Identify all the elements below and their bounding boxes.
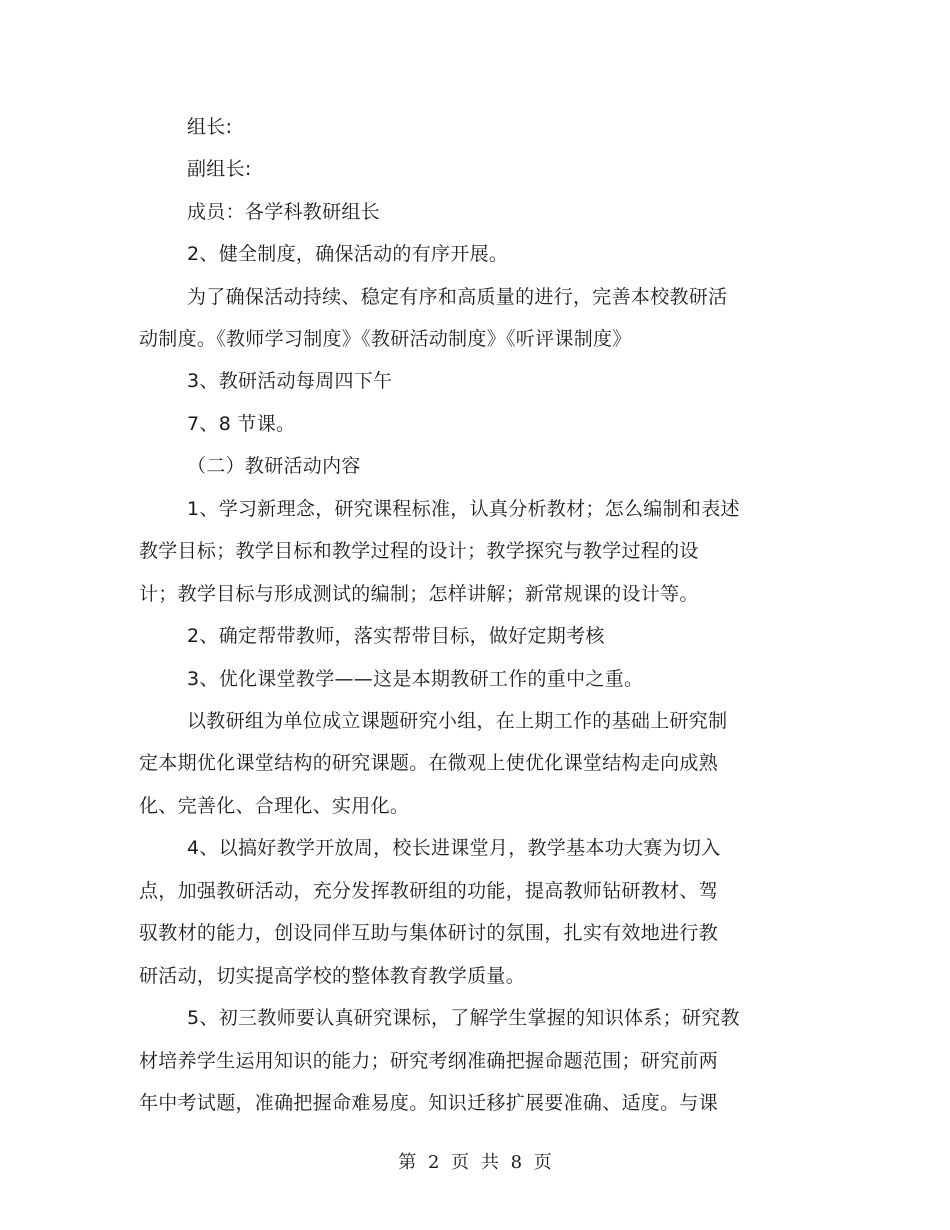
text-line: 组长: (187, 116, 233, 138)
text-line: 以教研组为单位成立课题研究小组，在上期工作的基础上研究制 (187, 710, 728, 732)
text-line: 点，加强教研活动，充分发挥教研组的功能，提高教师钻研教材、驾 (139, 880, 719, 902)
text-line: 材培养学生运用知识的能力；研究考纲准确把握命题范围；研究前两 (139, 1050, 719, 1072)
text-line: 计；教学目标与形成测试的编制；怎样讲解；新常规课的设计等。 (139, 583, 699, 605)
text-line: 定本期优化课堂结构的研究课题。在微观上使优化课堂结构走向成熟 (139, 752, 719, 774)
section-heading: （二）教研活动内容 (187, 455, 361, 477)
text-line: 7、8 节课。 (187, 413, 296, 435)
text-line: 1、学习新理念，研究课程标准，认真分析教材；怎么编制和表述 (187, 498, 740, 520)
text-line: 5、初三教师要认真研究课标，了解学生掌握的知识体系；研究教 (187, 1007, 740, 1029)
text-line: 成员：各学科教研组长 (187, 201, 381, 223)
text-line: 驭教材的能力，创设同伴互助与集体研讨的氛围，扎实有效地进行教 (139, 922, 719, 944)
text-line: 为了确保活动持续、稳定有序和高质量的进行，完善本校教研活 (187, 286, 728, 308)
text-line: 3、优化课堂教学——这是本期教研工作的重中之重。 (187, 668, 644, 690)
text-line: 动制度。《教师学习制度》《教研活动制度》《听评课制度》 (139, 328, 632, 350)
text-line: 2、确定帮带教师，落实帮带目标，做好定期考核 (187, 625, 605, 647)
text-line: 年中考试题，准确把握命难易度。知识迁移扩展要准确、适度。与课 (139, 1092, 719, 1114)
text-line: 副组长: (187, 158, 252, 180)
text-line: 教学目标；教学目标和教学过程的设计；教学探究与教学过程的设 (139, 540, 699, 562)
page-footer: 第 2 页 共 8 页 (398, 1152, 552, 1173)
text-line: 化、完善化、合理化、实用化。 (139, 795, 410, 817)
text-line: 2、健全制度，确保活动的有序开展。 (187, 243, 509, 265)
text-line: 4、以搞好教学开放周，校长进课堂月，教学基本功大赛为切入 (187, 837, 721, 859)
text-line: 研活动，切实提高学校的整体教育教学质量。 (139, 965, 526, 987)
text-line: 3、教研活动每周四下午 (187, 370, 393, 392)
